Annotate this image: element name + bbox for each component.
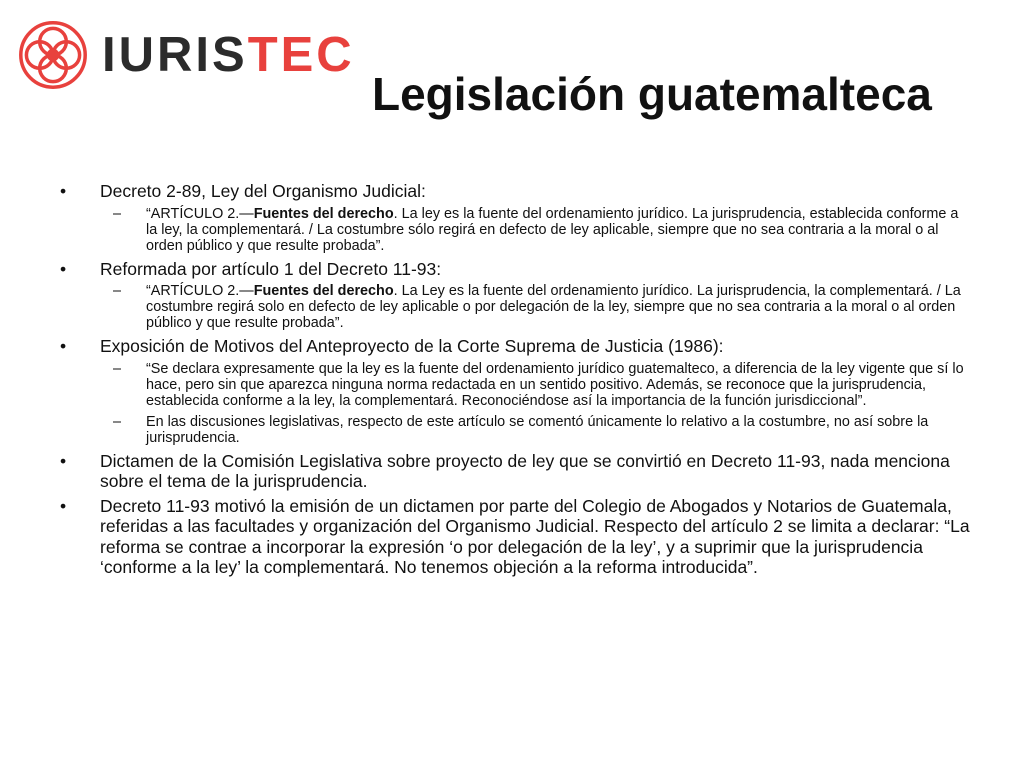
bullet-text: Dictamen de la Comisión Legislativa sobre proyecto de ley que se convirtió en Decreto 11-93, nada menciona sobre el tema de la jurisprudencia. <box>100 450 950 491</box>
sub-bullet-text: “Se declara expresamente que la ley es la fuente del ordenamiento jurídico guatemalteco, a diferencia de la ley vigente que sí lo hace, pero sin que aparezca ninguna norma redactada en un sentido positivo. Además, se reconoce que la jurisprudencia, establecida conforme a la ley, la complementará. Reconociéndose así la importancia de la función jurisdiccional”. <box>146 360 964 409</box>
dash-marker: – <box>113 360 122 377</box>
logo <box>18 18 355 92</box>
sub-bullet-bold: Fuentes del derecho <box>253 283 394 299</box>
sub-bullet-item <box>60 283 970 331</box>
bullet-item <box>60 181 970 202</box>
bullet-text: Decreto 2-89, Ley del Organismo Judicial: <box>100 181 426 201</box>
sub-bullet-before: “ARTÍCULO 2.— <box>146 283 254 299</box>
bullet-item <box>60 336 970 357</box>
sub-bullet-item <box>60 361 970 409</box>
dash-marker: – <box>113 413 122 430</box>
logo-text-tec: TEC <box>247 27 355 82</box>
sub-bullet-item <box>60 206 970 254</box>
dash-marker: – <box>113 283 122 299</box>
bullet-marker: • <box>60 450 67 471</box>
bullet-marker: • <box>60 336 67 356</box>
bullet-text: Decreto 11-93 motivó la emisión de un dictamen por parte del Colegio de Abogados y Notarios de Guatemala, referidas a las facultades y organización del Organismo Judicial. Respecto del artículo 2 se limita a declarar: “La reforma se contrae a incorporar la expresión ‘o por delegación de la ley’, y a suprimir que la jurisprudencia ‘conforme a la ley’ la complementará. No tenemos objeción a la reforma introducida”. <box>100 495 970 577</box>
bullet-text: Exposición de Motivos del Anteproyecto de la Corte Suprema de Justicia (1986): <box>100 336 724 356</box>
sub-bullet-after: . La ley es la fuente del ordenamiento jurídico. La jurisprudencia, establecida conforme a la ley, la complementará. / La costumbre sólo regirá en defecto de ley aplicable, siempre que no sea contraria a la moral o al orden público y que resulte probada”. <box>146 205 959 254</box>
dash-marker: – <box>113 205 122 222</box>
bullet-marker: • <box>60 258 67 279</box>
bullet-marker: • <box>60 495 67 516</box>
bullet-text: Reformada por artículo 1 del Decreto 11-93: <box>100 258 442 279</box>
bullet-marker: • <box>60 181 67 201</box>
sub-bullet-before: “ARTÍCULO 2.— <box>146 205 254 222</box>
sub-bullet-after: . La Ley es la fuente del ordenamiento jurídico. La jurisprudencia, la complementará. / La costumbre regirá solo en defecto de ley aplicable o por delegación de la ley, siempre que no sea contraria a la moral o al orden público y que resulte probada”. <box>146 283 961 331</box>
bullet-item <box>60 496 970 578</box>
sub-bullet-item <box>60 414 970 446</box>
logo-text-iuris: IURIS <box>102 27 248 82</box>
rosette-icon <box>18 20 88 90</box>
slide-body <box>60 181 970 582</box>
bullet-item <box>60 259 970 280</box>
sub-bullet-bold: Fuentes del derecho <box>253 205 394 222</box>
bullet-item <box>60 451 970 492</box>
page-title: Legislación guatemalteca <box>372 68 932 120</box>
sub-bullet-text: En las discusiones legislativas, respecto de este artículo se comentó únicamente lo relativo a la costumbre, no así sobre la jurisprudencia. <box>146 413 929 446</box>
logo-wordmark <box>102 27 355 82</box>
